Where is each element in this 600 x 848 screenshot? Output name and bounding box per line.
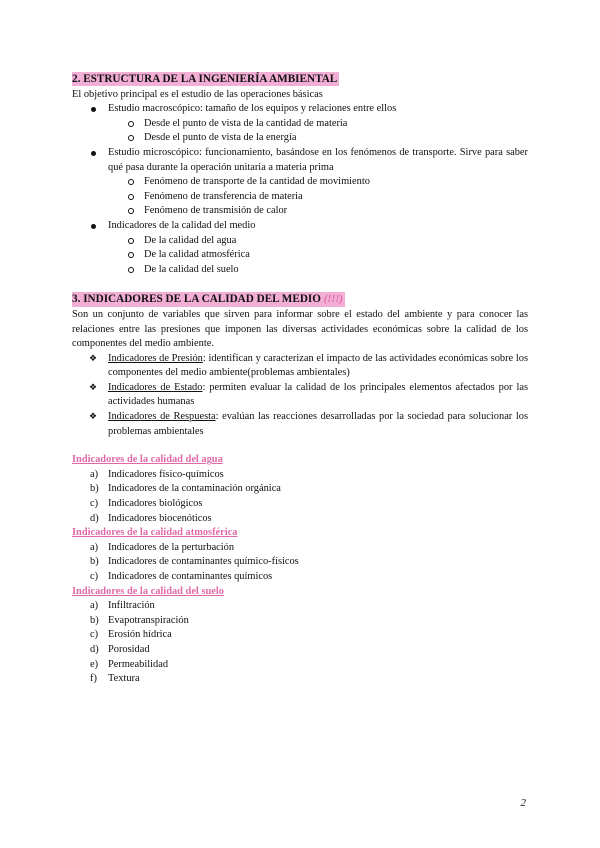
item-text: Indicadores de contaminantes químicos: [108, 571, 273, 582]
item-text: Erosión hídrica: [108, 629, 172, 641]
group-heading: Indicadores de la calidad del suelo: [72, 585, 224, 597]
item-text: Indicadores físico-químicos: [108, 468, 224, 480]
quality-groups: [72, 453, 528, 687]
warning-mark: (!!!): [323, 294, 343, 306]
section-2-intro: El objetivo principal es el estudio de las operaciones básicas: [72, 88, 323, 100]
list-item-text: Estudio microscópico: funcionamiento, basándose en los fenómenos de transporte. Sirve para saber qué pasa durante la operación unitaria a materia prima: [108, 146, 528, 173]
list-item-text: Indicadores de la calidad del medio: [108, 219, 256, 231]
item-marker: a): [90, 468, 99, 480]
sub-list-item: De la calidad atmosférica: [108, 248, 528, 263]
indicator-list: [72, 352, 528, 440]
document-page: [72, 72, 528, 687]
page-number: 2: [520, 797, 526, 809]
sub-list-item: Desde el punto de vista de la cantidad de materia: [108, 117, 528, 132]
section-3: [72, 292, 528, 439]
indicator-item: [72, 381, 528, 410]
item-text: Permeabilidad: [108, 658, 169, 670]
item-marker: c): [90, 629, 99, 641]
indicator-desc: : identifican y caracterizan el impacto de las actividades económicas sobre los componentes del medio ambiente(problemas ambientales): [108, 352, 528, 379]
group-heading: Indicadores de la calidad del agua: [72, 454, 223, 466]
group-item: [72, 628, 528, 643]
item-marker: a): [90, 541, 99, 553]
group-item: [72, 643, 528, 658]
item-marker: f): [90, 673, 97, 685]
indicator-desc: : evalúan las reacciones desarrolladas por la sociedad para solucionar los problemas ambientales: [108, 411, 528, 437]
sub-list: [108, 117, 528, 146]
item-text: Indicadores de contaminantes químico-físicos: [108, 556, 299, 568]
indicator-term: Indicadores de Estado: [108, 381, 203, 393]
group-heading: Indicadores de la calidad atmosférica: [72, 527, 238, 539]
item-text: Infiltración: [108, 600, 155, 612]
group-item: [72, 541, 528, 556]
section-2: [72, 72, 528, 277]
atmosphere-group: [72, 526, 528, 584]
item-marker: c): [90, 498, 99, 510]
section-3-title: [72, 292, 345, 307]
list-item-text: Estudio macroscópico: tamaño de los equipos y relaciones entre ellos: [108, 103, 397, 115]
item-text: Textura: [108, 673, 140, 685]
group-item: [72, 672, 528, 687]
diamond-bullet-icon: ❖: [89, 353, 98, 364]
list-item: [72, 219, 528, 277]
item-marker: c): [90, 571, 99, 582]
list-item: [72, 146, 528, 219]
group-item: [72, 614, 528, 629]
item-marker: d): [90, 643, 99, 655]
group-item: [72, 482, 528, 497]
sub-list-item: De la calidad del suelo: [108, 263, 528, 278]
indicator-term: Indicadores de Respuesta: [108, 411, 216, 423]
item-text: Porosidad: [108, 643, 150, 655]
water-group: [72, 453, 528, 526]
item-marker: e): [90, 658, 99, 670]
diamond-bullet-icon: ❖: [89, 412, 98, 423]
sub-list-item: De la calidad del agua: [108, 234, 528, 249]
item-marker: b): [90, 614, 99, 626]
group-item: [72, 599, 528, 614]
group-item: [72, 512, 528, 527]
indicator-term: Indicadores de Presión: [108, 352, 203, 364]
section-2-list: [72, 102, 528, 277]
sub-list: [108, 175, 528, 219]
group-item: [72, 497, 528, 512]
item-text: Indicadores biológicos: [108, 498, 203, 510]
item-text: Indicadores de la contaminación orgánica: [108, 483, 281, 495]
soil-group: [72, 585, 528, 687]
section-3-title-text: 3. INDICADORES DE LA CALIDAD DEL MEDIO: [72, 293, 321, 306]
section-3-intro: Son un conjunto de variables que sirven para informar sobre el estado del ambiente y para conocer las relaciones entre las presiones que imponen las diversas actividades económicas sobre la calidad de los componentes del medio ambiente.: [72, 308, 528, 350]
item-marker: a): [90, 600, 99, 612]
group-item: [72, 570, 528, 585]
sub-list-item: Fenómeno de transmisión de calor: [108, 204, 528, 219]
diamond-bullet-icon: ❖: [89, 382, 98, 393]
group-item: [72, 658, 528, 673]
section-2-title-text: 2. ESTRUCTURA DE LA INGENIERÍA AMBIENTAL: [72, 73, 338, 85]
sub-list-item: Fenómeno de transferencia de materia: [108, 190, 528, 205]
item-marker: b): [90, 483, 99, 495]
sub-list-item: Fenómeno de transporte de la cantidad de movimiento: [108, 175, 528, 190]
indicator-item: [72, 352, 528, 381]
item-text: Evapotranspiración: [108, 614, 189, 626]
group-item: [72, 555, 528, 570]
item-marker: d): [90, 512, 99, 524]
group-list: [72, 468, 528, 526]
item-text: Indicadores biocenóticos: [108, 512, 212, 524]
group-list: [72, 599, 528, 687]
group-list: [72, 541, 528, 585]
indicator-item: [72, 410, 528, 439]
group-item: [72, 468, 528, 483]
item-text: Indicadores de la perturbación: [108, 541, 235, 553]
sub-list-item: Desde el punto de vista de la energía: [108, 131, 528, 146]
sub-list: [108, 234, 528, 278]
section-2-title: [72, 72, 339, 86]
item-marker: b): [90, 556, 99, 568]
indicator-desc: : permiten evaluar la calidad de los principales elementos afectados por las actividades humanas: [108, 381, 528, 408]
list-item: [72, 102, 528, 146]
